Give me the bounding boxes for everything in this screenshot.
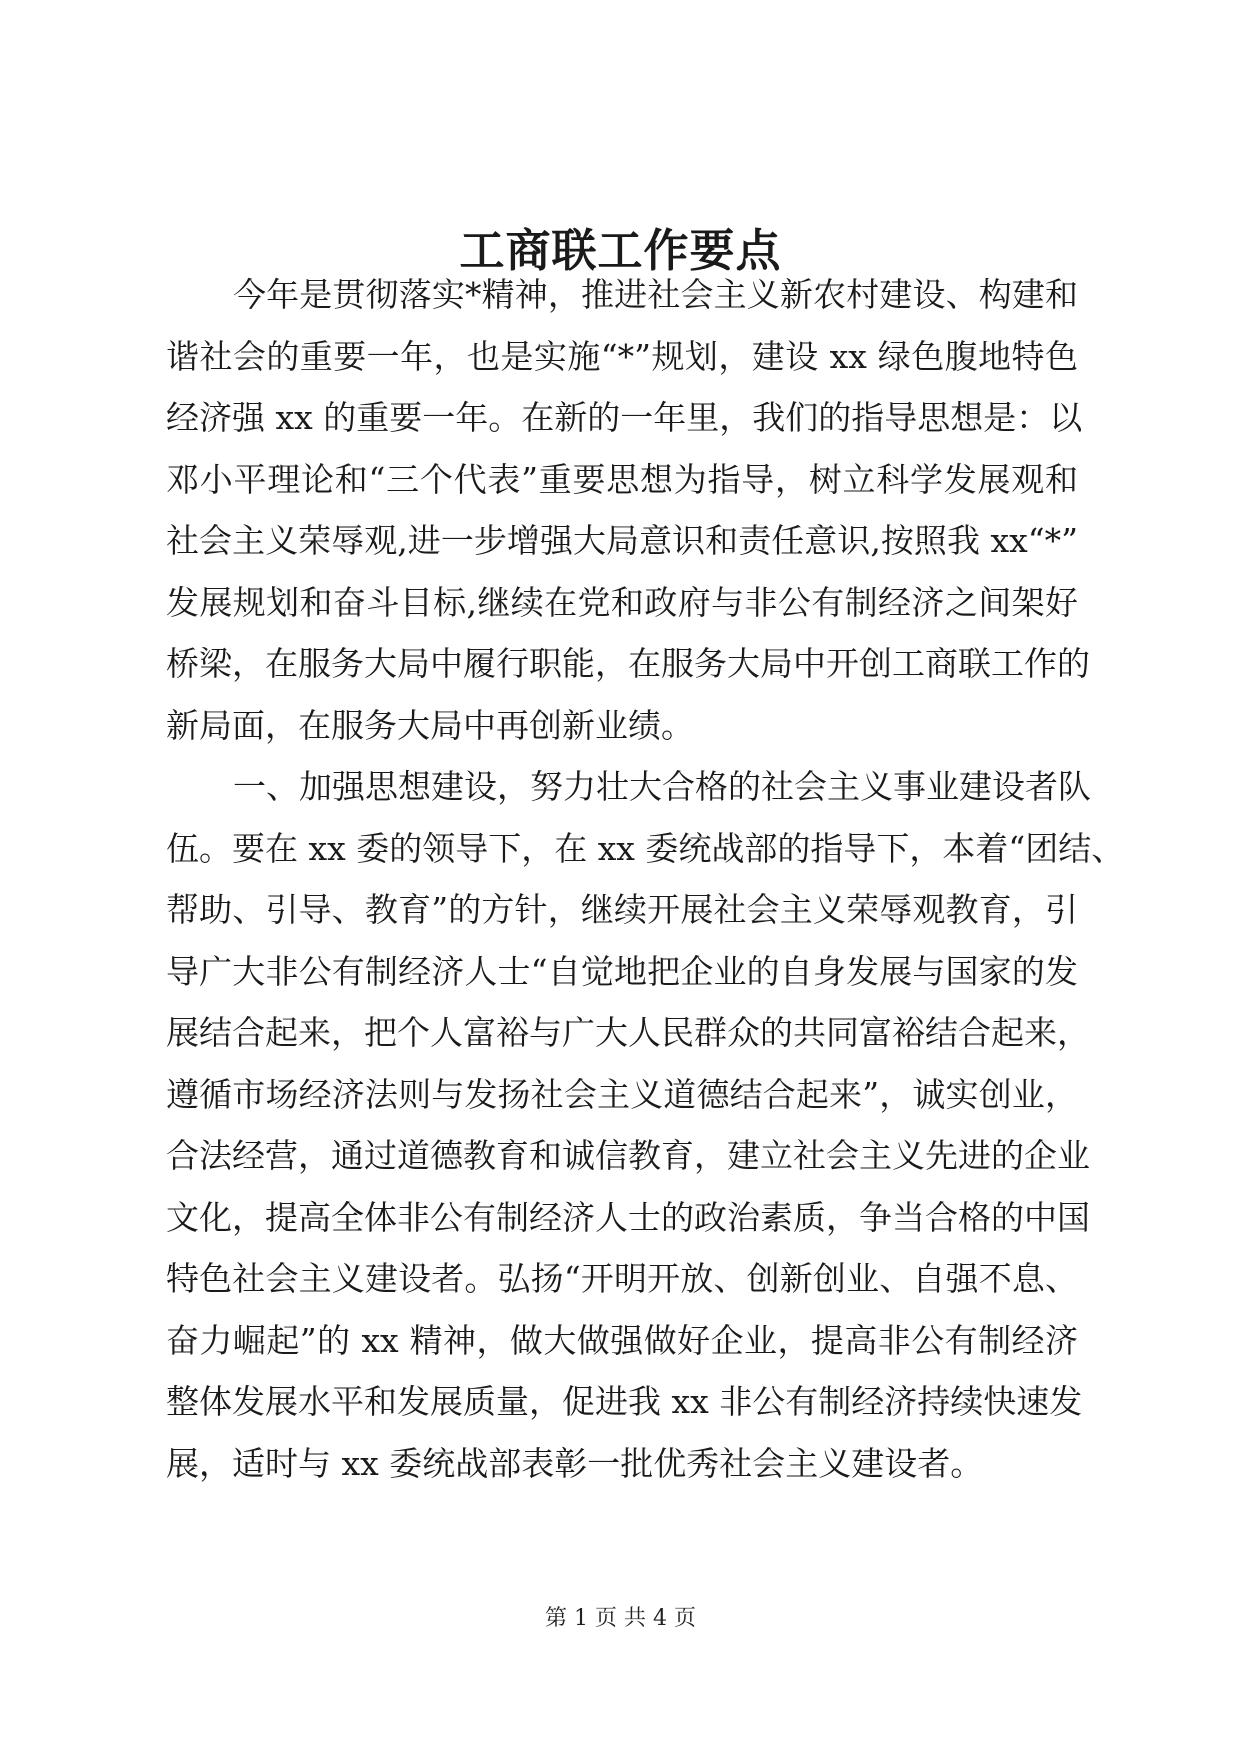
paragraph-line: 新局面，在服务大局中再创新业绩。 (166, 705, 694, 745)
paragraph-line: 导广大非公有制经济人士“自觉地把企业的自身发展与国家的发 (166, 951, 1078, 991)
paragraph-line: 展结合起来，把个人富裕与广大人民群众的共同富裕结合起来， (166, 1013, 1090, 1052)
paragraph-line: 桥梁，在服务大局中履行职能，在服务大局中开创工商联工作的 (166, 644, 1090, 683)
paragraph-line: 一、加强思想建设，努力壮大合格的社会主义事业建设者队 (233, 767, 1091, 806)
document-body (166, 264, 1125, 1494)
paragraph-line: 伍。要在 xx 委的领导下，在 xx 委统战部的指导下，本着“团结、 (166, 828, 1125, 868)
document-title: 工商联工作要点 (459, 224, 782, 277)
paragraph-line: 合法经营，通过道德教育和诚信教育，建立社会主义先进的企业 (166, 1136, 1090, 1175)
paragraph-line: 发展规划和奋斗目标,继续在党和政府与非公有制经济之间架好 (166, 582, 1078, 622)
paragraph-line: 邓小平理论和“三个代表”重要思想为指导，树立科学发展观和 (166, 459, 1078, 499)
paragraph-line: 奋力崛起”的 xx 精神，做大做强做好企业，提高非公有制经济 (166, 1320, 1078, 1360)
page-footer: 第 1 页 共 4 页 (545, 1606, 696, 1631)
paragraph-line: 遵循市场经济法则与发扬社会主义道德结合起来”，诚实创业， (166, 1074, 1078, 1114)
paragraph-line: 展，适时与 xx 委统战部表彰一批优秀社会主义建设者。 (166, 1443, 984, 1483)
paragraph-line: 今年是贯彻落实*精神，推进社会主义新农村建设、构建和 (233, 275, 1078, 314)
paragraph-line: 整体发展水平和发展质量，促进我 xx 非公有制经济持续快速发 (166, 1382, 1083, 1421)
paragraph-line: 经济强 xx 的重要一年。在新的一年里，我们的指导思想是：以 (166, 398, 1083, 437)
paragraph-line: 特色社会主义建设者。弘扬“开明开放、创新创业、自强不息、 (166, 1259, 1078, 1298)
paragraph-line: 帮助、引导、教育”的方针，继续开展社会主义荣辱观教育，引 (166, 890, 1078, 929)
paragraph-line: 社会主义荣辱观,进一步增强大局意识和责任意识,按照我 xx“*” (166, 521, 1078, 560)
paragraph-line: 谐社会的重要一年，也是实施“*”规划，建设 xx 绿色腹地特色 (166, 336, 1078, 376)
paragraph-line: 文化，提高全体非公有制经济人士的政治素质，争当合格的中国 (166, 1197, 1090, 1237)
